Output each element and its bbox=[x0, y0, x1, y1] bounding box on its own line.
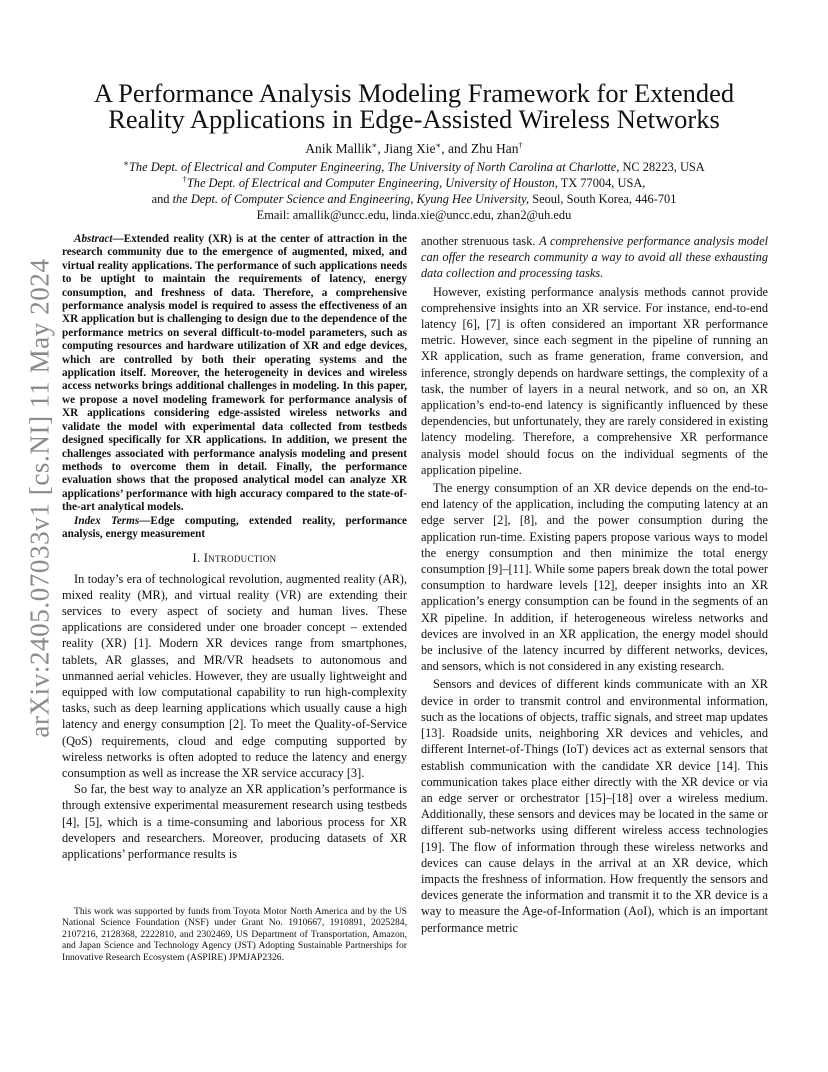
affiliation-1-mark: ∗ bbox=[123, 158, 130, 168]
author-2: Jiang Xie bbox=[384, 141, 436, 156]
right-paragraph-0-plain: another strenuous task. bbox=[421, 234, 536, 248]
right-paragraph-3: Sensors and devices of different kinds communicate with an XR device in order to transmit control and environmental information, such as the locations of objects, traffic signals, and street map updates [13]. Roadside units, neighboring XR devices and vehicles, and different Internet-of-Things (IoT) devices act as external sensors that establish communication with the candidate XR device [14]. This communication takes place either directly with the XR device or via an edge server or orchestrator [15]–[18] over a wireless medium. Additionally, these sensors and devices may be located in the same or different sub-networks using different wireless access technologies [19]. The flow of information through these wireless networks and devices can cause delays in the arrival at an XR device, which impacts the freshness of information. How frequently the sensors and devices generate the information and transmit it to the XR device is a way to measure the Age-of-Information (AoI), which is an important performance metric bbox=[421, 677, 768, 935]
affiliation-2-mark: † bbox=[182, 174, 187, 184]
section-heading-introduction: I. Introduction bbox=[192, 551, 277, 566]
author-2-mark: ∗ bbox=[435, 140, 442, 150]
index-terms-label: Index Terms bbox=[74, 514, 140, 527]
right-column bbox=[421, 233, 768, 936]
arxiv-identifier bbox=[20, 258, 60, 738]
right-paragraph-0-italic: A comprehensive performance analysis model can offer the research community a way to avoid all these exhausting data collection and processing tasks. bbox=[421, 234, 768, 281]
abstract-text: —Extended reality (XR) is at the center of attraction in the research community due to the emergence of augmented, mixed, and virtual reality applications. The performance of such applications needs to be uptight to maintain the requirements of latency, energy consumption, and freshness of data. Therefore, a comprehensive performance analysis model is required to assess the effectiveness of an XR application but is challenging to design due to the dependence of the performance metrics on several difficult-to-model parameters, such as computing resources and hardware utilization of XR and edge devices, which are controlled by both their operating systems and the application itself. Moreover, the heterogeneity in devices and wireless access networks brings additional challenges in modeling. In this paper, we propose a novel modeling framework for performance analysis of XR applications considering edge-assisted wireless networks and validate the model with experimental data collected from testbeds designed specifically for XR applications. In addition, we present the challenges associated with performance analysis modeling and present methods to overcome them in detail. Finally, the performance evaluation shows that the proposed analytical model can analyze XR applications’ performance with high accuracy compared to the state-of-the-art analytical models. bbox=[62, 233, 407, 514]
funding-footnote: This work was supported by funds from Toyota Motor North America and by the US National Science Foundation (NSF) under Grant No. 1910667, 1910891, 2025284, 2107216, 2128368, 2222810, and 2302469, US Department of Transportation, Amazon, and Japan Science and Technology Agency (JST) Adopting Sustainable Partnerships for Innovative Research Ecosystem (ASPIRE) JPMJAP2326. bbox=[62, 906, 407, 963]
index-terms bbox=[62, 515, 407, 542]
affiliation-1-name: The Dept. of Electrical and Computer Engineering, The University of North Carolina at Charlotte, bbox=[129, 160, 620, 174]
paper-title bbox=[60, 80, 768, 132]
index-terms-text: —Edge computing, extended reality, performance analysis, energy measurement bbox=[62, 514, 407, 540]
affiliation-3-prefix: and bbox=[151, 192, 170, 206]
affiliation-3-name: the Dept. of Computer Science and Engineering, Kyung Hee University, bbox=[172, 192, 530, 206]
author-3: Zhu Han bbox=[470, 141, 519, 156]
right-paragraph-2: The energy consumption of an XR device depends on the end-to-end latency of the application, including the computing latency at an edge server [2], [8], and the power consumption during the application run-time. Existing papers propose various ways to model the energy consumption and then minimize the total energy consumption [9]–[11]. While some papers break down the total power consumption to hardware levels [12], deeper insights into an XR application’s energy consumption can be found in the segments of an XR pipeline. In addition, if heterogeneous wireless networks and devices are involved in an XR application, the energy model should be inclusive of the latency incurred by different networks, devices, and sensors, which is not considered in any existing research. bbox=[421, 481, 768, 674]
author-list: Anik Mallik∗, Jiang Xie∗, and Zhu Han† bbox=[305, 140, 523, 156]
title-line-2: Reality Applications in Edge-Assisted Wireless Networks bbox=[108, 104, 720, 134]
arxiv-identifier-text: arXiv:2405.07033v1 [cs.NI] 11 May 2024 bbox=[24, 258, 55, 738]
author-1: Anik Mallik bbox=[305, 141, 372, 156]
affiliation-line-1 bbox=[60, 160, 768, 175]
affiliation-line-3 bbox=[60, 192, 768, 207]
intro-paragraph-2: So far, the best way to analyze an XR application’s performance is through extensive experimental measurement research using testbeds [4], [5], which is a time-consuming and laborious process for XR developers and researchers. Moreover, producing datasets of XR applications’ performance results is bbox=[62, 782, 407, 861]
left-column bbox=[62, 233, 407, 862]
affiliation-line-2 bbox=[60, 176, 768, 191]
affiliation-2-location: TX 77004, USA, bbox=[560, 176, 646, 190]
right-paragraph-1: However, existing performance analysis methods cannot provide comprehensive insights into an XR service. For instance, end-to-end latency [6], [7] is often considered an important XR performance metric. However, since each segment in the pipeline of running an XR application, such as frame generation, frame conversion, and inference, strongly depends on hardware settings, the complexity of a task, the number of layers in a neural network, and so on, an XR application’s end-to-end latency is significantly influenced by these dependencies, but unfortunately, they are rarely considered in existing latency modeling. Therefore, a comprehensive XR performance analysis model should focus on the individual segments of the application pipeline. bbox=[421, 284, 768, 477]
affiliation-1-location: NC 28223, USA bbox=[622, 160, 705, 174]
affiliation-3-location: Seoul, South Korea, 446-701 bbox=[532, 192, 677, 206]
abstract bbox=[62, 233, 407, 515]
author-conjunction: and bbox=[448, 141, 468, 156]
contact-emails: Email: amallik@uncc.edu, linda.xie@uncc.edu, zhan2@uh.edu bbox=[256, 208, 572, 222]
author-3-mark: † bbox=[518, 140, 523, 150]
intro-paragraph-1: In today’s era of technological revolution, augmented reality (AR), mixed reality (MR), and virtual reality (VR) are extending their services to every aspect of society and human lives. These applications are considered under one broader concept – extended reality (XR) [1]. Modern XR devices range from smartphones, tablets, AR glasses, and MR/VR headsets to autonomous and unmanned aerial vehicles. However, they are usually lightweight and equipped with low computational capability to run high-complexity tasks, such as deep learning applications which usually cause a high latency and energy consumption [2]. To meet the Quality-of-Service (QoS) requirements, cloud and edge computing supported by wireless networks is often adopted to reduce the latency and energy consumption as well as increase the XR service accuracy [3]. bbox=[62, 571, 407, 780]
abstract-label: Abstract bbox=[74, 233, 113, 245]
funding-footnote-block bbox=[62, 906, 407, 963]
author-1-mark: ∗ bbox=[371, 140, 378, 150]
affiliation-2-name: The Dept. of Electrical and Computer Engineering, University of Houston, bbox=[186, 176, 558, 190]
title-line-1: A Performance Analysis Modeling Framework for Extended bbox=[93, 78, 735, 108]
right-paragraph-0 bbox=[421, 233, 768, 282]
